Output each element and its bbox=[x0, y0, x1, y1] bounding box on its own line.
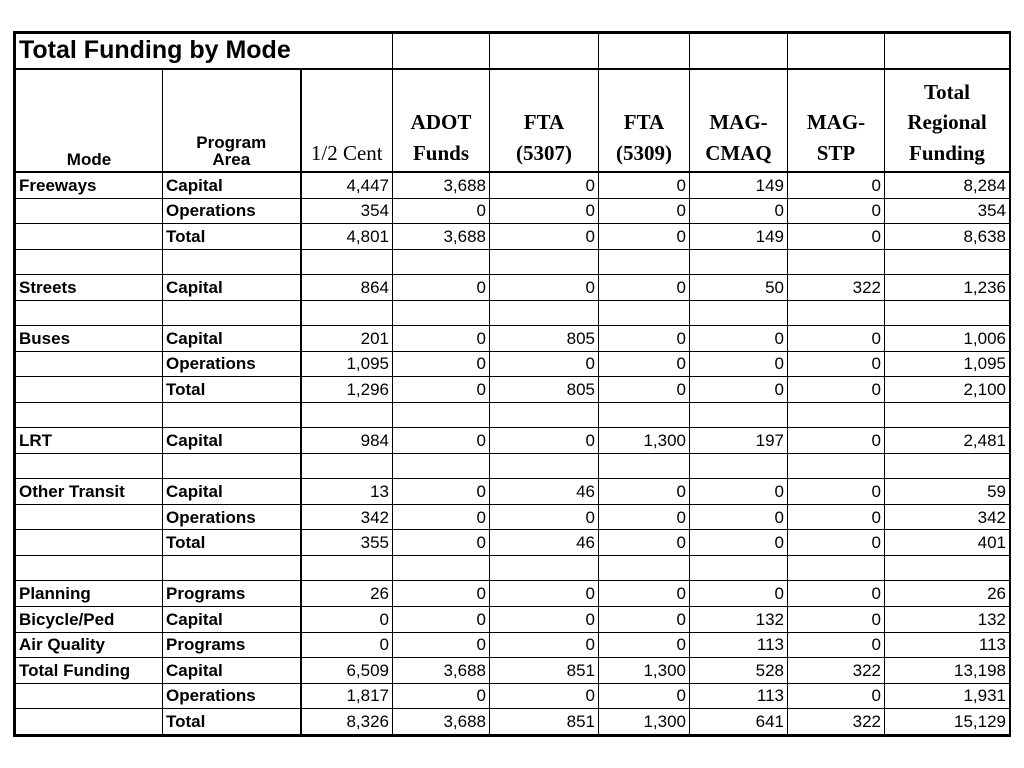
empty-cell[interactable] bbox=[885, 453, 1010, 479]
cell-total-regional[interactable]: 13,198 bbox=[885, 658, 1010, 684]
funding-spreadsheet bbox=[13, 31, 1011, 737]
cell-fta-5309[interactable]: 0 bbox=[599, 504, 690, 530]
cell-mode[interactable] bbox=[16, 224, 163, 250]
cell-mode[interactable]: Buses bbox=[16, 326, 163, 352]
cell-program-area[interactable]: Total bbox=[163, 709, 301, 735]
cell-mag-stp[interactable]: 322 bbox=[788, 709, 885, 735]
cell-adot-funds[interactable]: 3,688 bbox=[393, 658, 490, 684]
cell-fta-5309[interactable]: 0 bbox=[599, 607, 690, 633]
empty-cell[interactable] bbox=[788, 402, 885, 428]
empty-cell[interactable] bbox=[301, 453, 393, 479]
cell-half-cent[interactable]: 4,447 bbox=[301, 172, 393, 198]
cell-fta-5307[interactable]: 0 bbox=[490, 198, 599, 224]
cell-half-cent[interactable]: 1,817 bbox=[301, 683, 393, 709]
table-row bbox=[16, 351, 1010, 377]
empty-cell[interactable] bbox=[393, 249, 490, 275]
title-row bbox=[16, 34, 1010, 69]
table-row bbox=[16, 326, 1010, 352]
cell-mag-stp[interactable]: 0 bbox=[788, 377, 885, 403]
empty-cell[interactable] bbox=[490, 249, 599, 275]
cell-program-area[interactable]: Capital bbox=[163, 326, 301, 352]
spacer-row bbox=[16, 555, 1010, 581]
empty-cell[interactable] bbox=[490, 300, 599, 326]
cell-fta-5307[interactable]: 46 bbox=[490, 479, 599, 505]
cell-fta-5309[interactable]: 1,300 bbox=[599, 658, 690, 684]
cell-mag-cmaq[interactable]: 149 bbox=[690, 224, 788, 250]
cell-adot-funds[interactable]: 0 bbox=[393, 351, 490, 377]
spacer-row bbox=[16, 249, 1010, 275]
empty-cell[interactable] bbox=[16, 402, 163, 428]
header-line: Regional bbox=[907, 110, 987, 135]
cell-total-regional[interactable]: 26 bbox=[885, 581, 1010, 607]
empty-cell[interactable] bbox=[599, 300, 690, 326]
cell-fta-5307[interactable]: 0 bbox=[490, 581, 599, 607]
cell-mode[interactable]: Bicycle/Ped bbox=[16, 607, 163, 633]
cell-adot-funds[interactable]: 0 bbox=[393, 581, 490, 607]
cell-fta-5309[interactable]: 0 bbox=[599, 377, 690, 403]
header-line: FTA bbox=[623, 110, 665, 135]
cell-mag-stp[interactable]: 0 bbox=[788, 428, 885, 454]
cell-fta-5309[interactable]: 0 bbox=[599, 683, 690, 709]
cell-fta-5307[interactable]: 851 bbox=[490, 658, 599, 684]
empty-cell[interactable] bbox=[788, 249, 885, 275]
header-row bbox=[16, 69, 1010, 172]
cell-mag-cmaq[interactable]: 0 bbox=[690, 479, 788, 505]
cell-total-regional[interactable]: 1,931 bbox=[885, 683, 1010, 709]
empty-cell[interactable] bbox=[16, 453, 163, 479]
table-row bbox=[16, 530, 1010, 556]
cell-fta-5307[interactable]: 805 bbox=[490, 326, 599, 352]
cell-mag-cmaq[interactable]: 50 bbox=[690, 275, 788, 301]
empty-cell[interactable] bbox=[599, 402, 690, 428]
cell-program-area[interactable]: Capital bbox=[163, 658, 301, 684]
title-cell-empty[interactable] bbox=[490, 34, 599, 69]
cell-total-regional[interactable]: 59 bbox=[885, 479, 1010, 505]
header-half-cent[interactable] bbox=[301, 69, 393, 172]
cell-total-regional[interactable]: 1,006 bbox=[885, 326, 1010, 352]
empty-cell[interactable] bbox=[393, 300, 490, 326]
cell-program-area[interactable]: Total bbox=[163, 377, 301, 403]
header-line: MAG- bbox=[709, 110, 768, 135]
table-row bbox=[16, 607, 1010, 633]
cell-fta-5307[interactable]: 0 bbox=[490, 504, 599, 530]
title-cell-empty[interactable] bbox=[393, 34, 490, 69]
empty-cell[interactable] bbox=[690, 300, 788, 326]
cell-mag-stp[interactable]: 0 bbox=[788, 224, 885, 250]
empty-cell[interactable] bbox=[690, 249, 788, 275]
cell-fta-5307[interactable]: 805 bbox=[490, 377, 599, 403]
table-row bbox=[16, 581, 1010, 607]
spacer-row bbox=[16, 300, 1010, 326]
empty-cell[interactable] bbox=[788, 453, 885, 479]
cell-mag-stp[interactable]: 0 bbox=[788, 504, 885, 530]
cell-half-cent[interactable]: 0 bbox=[301, 607, 393, 633]
cell-half-cent[interactable]: 1,296 bbox=[301, 377, 393, 403]
empty-cell[interactable] bbox=[301, 249, 393, 275]
empty-cell[interactable] bbox=[490, 402, 599, 428]
cell-mode[interactable]: Other Transit bbox=[16, 479, 163, 505]
cell-mag-cmaq[interactable]: 149 bbox=[690, 172, 788, 198]
cell-adot-funds[interactable]: 0 bbox=[393, 275, 490, 301]
empty-cell[interactable] bbox=[788, 555, 885, 581]
cell-mag-cmaq[interactable]: 528 bbox=[690, 658, 788, 684]
cell-program-area[interactable]: Total bbox=[163, 224, 301, 250]
cell-adot-funds[interactable]: 0 bbox=[393, 607, 490, 633]
cell-total-regional[interactable]: 1,095 bbox=[885, 351, 1010, 377]
cell-fta-5307[interactable]: 0 bbox=[490, 683, 599, 709]
cell-adot-funds[interactable]: 3,688 bbox=[393, 172, 490, 198]
cell-half-cent[interactable]: 984 bbox=[301, 428, 393, 454]
title-cell-empty[interactable] bbox=[301, 34, 393, 69]
title-cell-empty[interactable] bbox=[885, 34, 1010, 69]
cell-half-cent[interactable]: 1,095 bbox=[301, 351, 393, 377]
empty-cell[interactable] bbox=[788, 300, 885, 326]
table-row bbox=[16, 377, 1010, 403]
cell-mag-stp[interactable]: 322 bbox=[788, 658, 885, 684]
header-line: (5307) bbox=[516, 140, 572, 165]
header-line: MAG- bbox=[806, 110, 866, 135]
cell-mode[interactable] bbox=[16, 683, 163, 709]
cell-fta-5309[interactable]: 0 bbox=[599, 632, 690, 658]
funding-table bbox=[15, 33, 1010, 735]
cell-adot-funds[interactable]: 0 bbox=[393, 326, 490, 352]
cell-mag-cmaq[interactable]: 113 bbox=[690, 683, 788, 709]
cell-fta-5307[interactable]: 0 bbox=[490, 632, 599, 658]
header-line: Total bbox=[924, 79, 970, 104]
empty-cell[interactable] bbox=[163, 249, 301, 275]
cell-total-regional[interactable]: 8,284 bbox=[885, 172, 1010, 198]
cell-half-cent[interactable]: 342 bbox=[301, 504, 393, 530]
cell-half-cent[interactable]: 26 bbox=[301, 581, 393, 607]
cell-program-area[interactable]: Operations bbox=[163, 198, 301, 224]
cell-mag-stp[interactable]: 0 bbox=[788, 326, 885, 352]
empty-cell[interactable] bbox=[301, 300, 393, 326]
empty-cell[interactable] bbox=[490, 555, 599, 581]
cell-fta-5307[interactable]: 0 bbox=[490, 607, 599, 633]
empty-cell[interactable] bbox=[163, 402, 301, 428]
cell-fta-5309[interactable]: 0 bbox=[599, 198, 690, 224]
empty-cell[interactable] bbox=[16, 300, 163, 326]
cell-total-regional[interactable]: 113 bbox=[885, 632, 1010, 658]
table-row bbox=[16, 658, 1010, 684]
cell-mode[interactable] bbox=[16, 377, 163, 403]
header-line: FTA bbox=[523, 110, 565, 135]
cell-mag-stp[interactable]: 0 bbox=[788, 479, 885, 505]
cell-mode[interactable]: LRT bbox=[16, 428, 163, 454]
empty-cell[interactable] bbox=[301, 402, 393, 428]
header-line: Area bbox=[212, 149, 251, 169]
empty-cell[interactable] bbox=[885, 300, 1010, 326]
cell-half-cent[interactable]: 8,326 bbox=[301, 709, 393, 735]
cell-mag-cmaq[interactable]: 0 bbox=[690, 377, 788, 403]
cell-adot-funds[interactable]: 0 bbox=[393, 632, 490, 658]
cell-mode[interactable] bbox=[16, 504, 163, 530]
cell-total-regional[interactable]: 132 bbox=[885, 607, 1010, 633]
empty-cell[interactable] bbox=[885, 249, 1010, 275]
cell-fta-5309[interactable]: 0 bbox=[599, 581, 690, 607]
cell-program-area[interactable]: Operations bbox=[163, 504, 301, 530]
cell-adot-funds[interactable]: 0 bbox=[393, 198, 490, 224]
table-row bbox=[16, 275, 1010, 301]
header-mag-cmaq[interactable] bbox=[690, 69, 788, 172]
cell-adot-funds[interactable]: 0 bbox=[393, 504, 490, 530]
cell-fta-5309[interactable]: 1,300 bbox=[599, 709, 690, 735]
empty-cell[interactable] bbox=[690, 555, 788, 581]
cell-half-cent[interactable]: 4,801 bbox=[301, 224, 393, 250]
cell-total-regional[interactable]: 2,481 bbox=[885, 428, 1010, 454]
cell-mag-cmaq[interactable]: 0 bbox=[690, 504, 788, 530]
cell-half-cent[interactable]: 13 bbox=[301, 479, 393, 505]
table-row bbox=[16, 683, 1010, 709]
empty-cell[interactable] bbox=[490, 453, 599, 479]
header-adot-funds[interactable] bbox=[393, 69, 490, 172]
header-line: ADOT bbox=[410, 110, 472, 135]
cell-program-area[interactable]: Capital bbox=[163, 479, 301, 505]
cell-mag-cmaq[interactable]: 0 bbox=[690, 581, 788, 607]
header-line: Funds bbox=[412, 140, 470, 165]
table-row bbox=[16, 479, 1010, 505]
header-fta-5307[interactable] bbox=[490, 69, 599, 172]
cell-mag-stp[interactable]: 0 bbox=[788, 351, 885, 377]
header-line: STP bbox=[816, 140, 856, 165]
cell-fta-5307[interactable]: 0 bbox=[490, 351, 599, 377]
cell-mag-cmaq[interactable]: 0 bbox=[690, 326, 788, 352]
cell-mode[interactable]: Total Funding bbox=[16, 658, 163, 684]
cell-fta-5309[interactable]: 0 bbox=[599, 479, 690, 505]
cell-adot-funds[interactable]: 0 bbox=[393, 428, 490, 454]
cell-fta-5309[interactable]: 0 bbox=[599, 172, 690, 198]
cell-half-cent[interactable]: 355 bbox=[301, 530, 393, 556]
cell-fta-5309[interactable]: 1,300 bbox=[599, 428, 690, 454]
cell-fta-5307[interactable]: 0 bbox=[490, 224, 599, 250]
empty-cell[interactable] bbox=[393, 402, 490, 428]
empty-cell[interactable] bbox=[885, 402, 1010, 428]
cell-program-area[interactable]: Programs bbox=[163, 632, 301, 658]
cell-adot-funds[interactable]: 3,688 bbox=[393, 709, 490, 735]
cell-program-area[interactable]: Capital bbox=[163, 428, 301, 454]
cell-program-area[interactable]: Capital bbox=[163, 275, 301, 301]
cell-mag-stp[interactable]: 0 bbox=[788, 683, 885, 709]
cell-mag-cmaq[interactable]: 0 bbox=[690, 198, 788, 224]
header-line: Mode bbox=[66, 149, 112, 169]
cell-fta-5309[interactable]: 0 bbox=[599, 351, 690, 377]
cell-mode[interactable]: Air Quality bbox=[16, 632, 163, 658]
table-title[interactable]: Total Funding by Mode bbox=[16, 34, 301, 69]
cell-mode[interactable]: Streets bbox=[16, 275, 163, 301]
header-line: (5309) bbox=[616, 140, 672, 165]
table-row bbox=[16, 172, 1010, 198]
header-line: Funding bbox=[909, 140, 985, 165]
cell-half-cent[interactable]: 0 bbox=[301, 632, 393, 658]
header-line: CMAQ bbox=[705, 140, 772, 165]
cell-total-regional[interactable]: 401 bbox=[885, 530, 1010, 556]
cell-total-regional[interactable]: 8,638 bbox=[885, 224, 1010, 250]
cell-mode[interactable]: Freeways bbox=[16, 172, 163, 198]
cell-adot-funds[interactable]: 0 bbox=[393, 530, 490, 556]
cell-total-regional[interactable]: 1,236 bbox=[885, 275, 1010, 301]
header-program-area[interactable] bbox=[163, 69, 301, 172]
cell-mag-cmaq[interactable]: 0 bbox=[690, 351, 788, 377]
header-line: 1/2 Cent bbox=[310, 140, 383, 165]
cell-mode[interactable] bbox=[16, 198, 163, 224]
cell-mag-stp[interactable]: 0 bbox=[788, 198, 885, 224]
table-row bbox=[16, 224, 1010, 250]
cell-total-regional[interactable]: 15,129 bbox=[885, 709, 1010, 735]
cell-mag-stp[interactable]: 0 bbox=[788, 530, 885, 556]
table-row bbox=[16, 428, 1010, 454]
cell-adot-funds[interactable]: 0 bbox=[393, 683, 490, 709]
cell-fta-5309[interactable]: 0 bbox=[599, 224, 690, 250]
empty-cell[interactable] bbox=[599, 453, 690, 479]
cell-total-regional[interactable]: 342 bbox=[885, 504, 1010, 530]
table-row bbox=[16, 198, 1010, 224]
empty-cell[interactable] bbox=[16, 555, 163, 581]
cell-fta-5307[interactable]: 851 bbox=[490, 709, 599, 735]
cell-fta-5309[interactable]: 0 bbox=[599, 326, 690, 352]
title-cell-empty[interactable] bbox=[690, 34, 788, 69]
empty-cell[interactable] bbox=[301, 555, 393, 581]
empty-cell[interactable] bbox=[690, 402, 788, 428]
header-total-regional-funding[interactable] bbox=[885, 69, 1010, 172]
header-mode[interactable] bbox=[16, 69, 163, 172]
cell-mag-stp[interactable]: 0 bbox=[788, 632, 885, 658]
cell-program-area[interactable]: Capital bbox=[163, 607, 301, 633]
table-row bbox=[16, 709, 1010, 735]
cell-fta-5307[interactable]: 0 bbox=[490, 172, 599, 198]
cell-fta-5307[interactable]: 46 bbox=[490, 530, 599, 556]
empty-cell[interactable] bbox=[163, 555, 301, 581]
spacer-row bbox=[16, 402, 1010, 428]
cell-fta-5307[interactable]: 0 bbox=[490, 275, 599, 301]
empty-cell[interactable] bbox=[690, 453, 788, 479]
cell-mode[interactable]: Planning bbox=[16, 581, 163, 607]
cell-program-area[interactable]: Programs bbox=[163, 581, 301, 607]
cell-half-cent[interactable]: 201 bbox=[301, 326, 393, 352]
cell-half-cent[interactable]: 354 bbox=[301, 198, 393, 224]
cell-program-area[interactable]: Operations bbox=[163, 683, 301, 709]
table-row bbox=[16, 504, 1010, 530]
cell-total-regional[interactable]: 2,100 bbox=[885, 377, 1010, 403]
empty-cell[interactable] bbox=[16, 249, 163, 275]
empty-cell[interactable] bbox=[599, 555, 690, 581]
title-cell-empty[interactable] bbox=[599, 34, 690, 69]
header-mag-stp[interactable] bbox=[788, 69, 885, 172]
cell-adot-funds[interactable]: 0 bbox=[393, 479, 490, 505]
empty-cell[interactable] bbox=[885, 555, 1010, 581]
cell-total-regional[interactable]: 354 bbox=[885, 198, 1010, 224]
empty-cell[interactable] bbox=[163, 300, 301, 326]
cell-mag-stp[interactable]: 0 bbox=[788, 172, 885, 198]
empty-cell[interactable] bbox=[163, 453, 301, 479]
cell-mag-cmaq[interactable]: 197 bbox=[690, 428, 788, 454]
cell-program-area[interactable]: Capital bbox=[163, 172, 301, 198]
cell-mag-stp[interactable]: 0 bbox=[788, 607, 885, 633]
cell-mode[interactable] bbox=[16, 530, 163, 556]
cell-mag-cmaq[interactable]: 0 bbox=[690, 530, 788, 556]
cell-adot-funds[interactable]: 3,688 bbox=[393, 224, 490, 250]
cell-fta-5309[interactable]: 0 bbox=[599, 530, 690, 556]
header-line: Program bbox=[196, 132, 267, 152]
header-fta-5309[interactable] bbox=[599, 69, 690, 172]
cell-mag-stp[interactable]: 322 bbox=[788, 275, 885, 301]
spacer-row bbox=[16, 453, 1010, 479]
title-cell-empty[interactable] bbox=[788, 34, 885, 69]
empty-cell[interactable] bbox=[393, 555, 490, 581]
cell-mode[interactable] bbox=[16, 709, 163, 735]
cell-half-cent[interactable]: 864 bbox=[301, 275, 393, 301]
cell-fta-5307[interactable]: 0 bbox=[490, 428, 599, 454]
cell-adot-funds[interactable]: 0 bbox=[393, 377, 490, 403]
empty-cell[interactable] bbox=[599, 249, 690, 275]
empty-cell[interactable] bbox=[393, 453, 490, 479]
cell-mag-cmaq[interactable]: 641 bbox=[690, 709, 788, 735]
table-row bbox=[16, 632, 1010, 658]
cell-half-cent[interactable]: 6,509 bbox=[301, 658, 393, 684]
cell-mag-stp[interactable]: 0 bbox=[788, 581, 885, 607]
cell-mag-cmaq[interactable]: 132 bbox=[690, 607, 788, 633]
cell-mag-cmaq[interactable]: 113 bbox=[690, 632, 788, 658]
cell-fta-5309[interactable]: 0 bbox=[599, 275, 690, 301]
cell-program-area[interactable]: Operations bbox=[163, 351, 301, 377]
cell-program-area[interactable]: Total bbox=[163, 530, 301, 556]
cell-mode[interactable] bbox=[16, 351, 163, 377]
